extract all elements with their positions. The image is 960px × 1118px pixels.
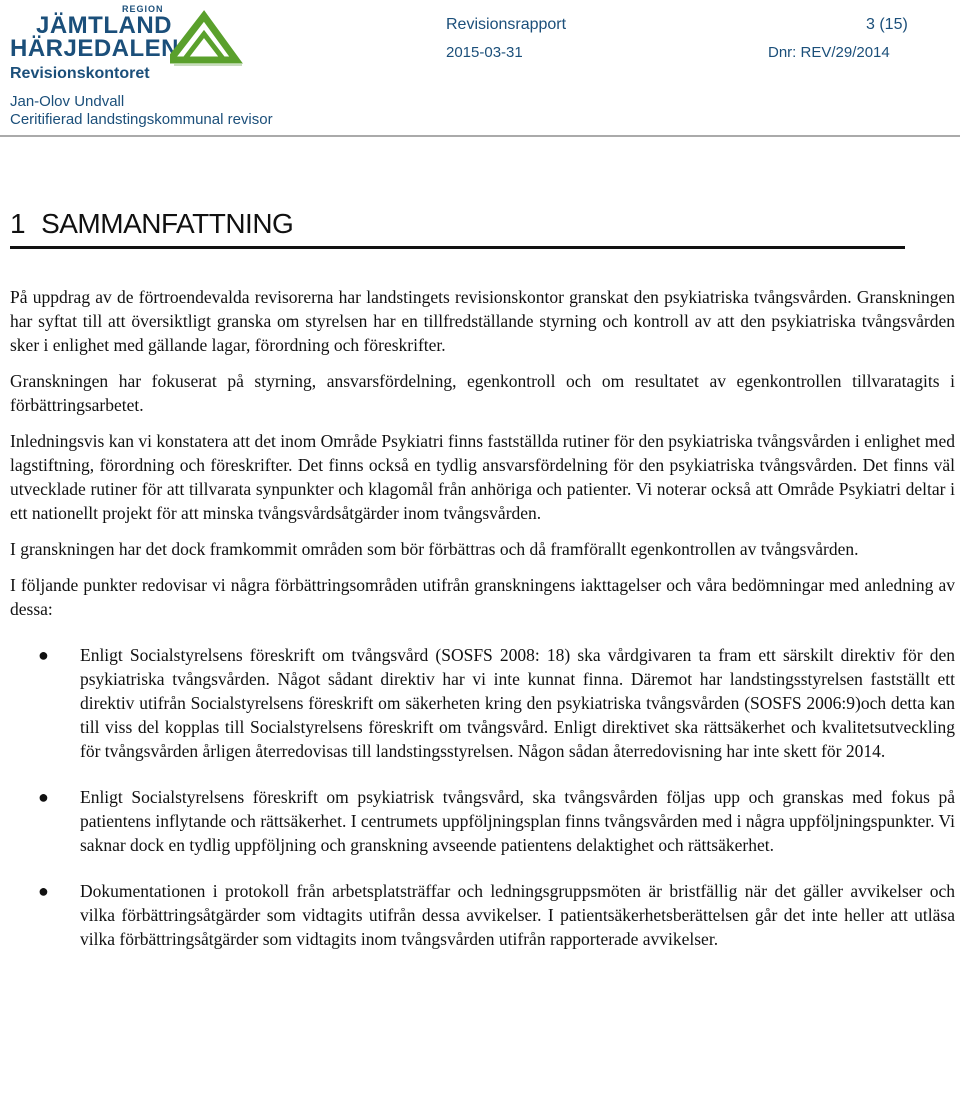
section-title: SAMMANFATTNING — [41, 208, 294, 239]
bullet-dot-icon: ● — [38, 645, 49, 665]
region-logo — [10, 4, 245, 66]
page-header — [0, 0, 960, 140]
list-item-text: Enligt Socialstyrelsens föreskrift om tvångsvård (SOSFS 2008: 18) ska vårdgivaren ta fram ett särskilt direktiv för den psykiatriska tvångsvården. Något sådant direktiv har vi inte kunnat finna. Däremot har landstingsstyrelsen fastställt ett direktiv utifrån Socialstyrelsens föreskrift om säkerheten kring den psykiatriska tvångsvården (SOSFS 2006:9)och detta kan till viss del kopplas till Socialstyrelsens föreskrift om tvångsvård. Enligt direktivet ska rättsäkerhet och kvalitetsutveckling för tvångsvården årligen återredovisas till landstingsstyrelsen. Någon sådan återredovisning har inte skett för 2014. — [80, 645, 955, 761]
logo-line2: HÄRJEDALEN — [10, 35, 180, 62]
paragraph: På uppdrag av de förtroendevalda revisorerna har landstingets revisionskontor granskat den psykiatriska tvångsvården. Granskningen har syftat till att översiktligt granska om styrelsen har en tillfredställande styrning och kontroll av att den psykiatriska tvångsvården sker i enlighet med gällande lagar, förordning och föreskrifter. — [10, 287, 955, 355]
logo-region-text: REGION — [122, 4, 164, 14]
logo-line1: JÄMTLAND — [36, 12, 172, 39]
list-item — [10, 879, 955, 951]
document-type: Revisionsrapport — [446, 16, 567, 33]
paragraph: I följande punkter redovisar vi några förbättringsområden utifrån granskningens iakttagelser och våra bedömningar med anledning av dessa: — [10, 575, 955, 619]
section-heading — [10, 208, 293, 240]
bullet-dot-icon: ● — [38, 881, 49, 901]
paragraph: I granskningen har det dock framkommit områden som bör förbättras och då framförallt egenkontrollen av tvångsvården. — [10, 539, 859, 559]
list-item — [10, 785, 955, 857]
paragraph: Inledningsvis kan vi konstatera att det inom Område Psykiatri finns fastställda rutiner för den psykiatriska tvångsvården i enlighet med lagstiftning, förordning och föreskrifter. Det finns också en tydlig ansvarsfördelning för den psykiatriska tvångsvården. Det finns väl utvecklade rutiner för att tillvarata synpunkter och klagomål från anhöriga och patienter. Vi noterar också att Område Psykiatri deltar i ett nationellt projekt för att minska tvångsvårdsåtgärder inom tvångsvården. — [10, 431, 955, 523]
organization-name: Revisionskontoret — [10, 65, 150, 82]
list-item-text: Enligt Socialstyrelsens föreskrift om psykiatrisk tvångsvård, ska tvångsvården följas upp och granskas med fokus på patientens inflytande och rättsäkerhet. I centrumets uppföljningsplan finns tvångsvården med i några uppföljningspunkter. Vi saknar dock en tydlig uppföljning och granskning avseende patientens delaktighet och rättsäkerhet. — [80, 787, 955, 855]
page-number: 3 (15) — [866, 16, 908, 33]
section-number: 1 — [10, 208, 26, 239]
heading-underline — [10, 246, 905, 249]
list-item — [10, 643, 955, 763]
document-date: 2015-03-31 — [446, 44, 523, 61]
document-body — [10, 285, 955, 971]
author-certification: Ceritifierad landstingskommunal revisor — [10, 111, 273, 128]
header-divider — [0, 135, 960, 137]
bullet-dot-icon: ● — [38, 787, 49, 807]
paragraph: Granskningen har fokuserat på styrning, ansvarsfördelning, egenkontroll och om resultatet av egenkontrollen tillvaratagits i förbättringsarbetet. — [10, 371, 955, 415]
findings-list — [10, 643, 955, 951]
mountain-logo-icon — [170, 8, 250, 68]
document-reference-number: Dnr: REV/29/2014 — [768, 44, 890, 61]
author-name: Jan-Olov Undvall — [10, 93, 125, 110]
list-item-text: Dokumentationen i protokoll från arbetsplatsträffar och ledningsgruppsmöten är bristfällig när det gäller avvikelser och vilka förbättringsåtgärder som vidtagits utifrån dessa avvikelser. I patientsäkerhetsberättelsen går det inte heller att utläsa vilka förbättringsåtgärder som vidtagits inom tvångsvården utifrån rapporterade avvikelser. — [80, 881, 955, 949]
